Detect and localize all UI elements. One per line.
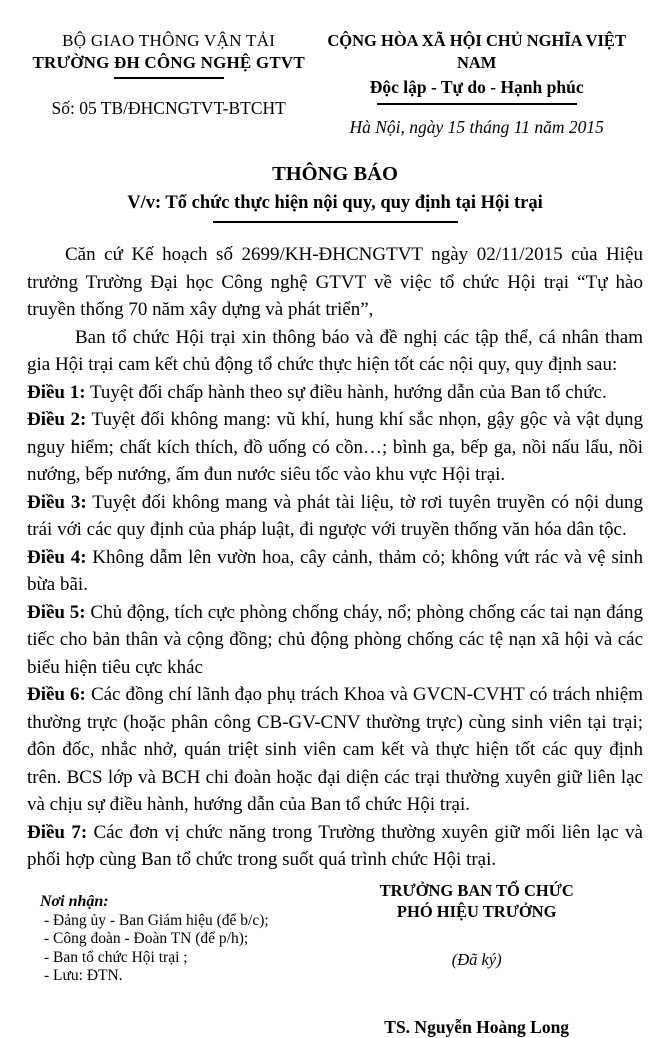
preamble-paragraph-2: Ban tổ chức Hội trại xin thông báo và đề nghị các tập thể, cá nhân tham gia Hội trại cam kết chủ động tổ chức thực hiện tốt các nội quy, quy định sau: [27,326,643,375]
school-name: TRƯỜNG ĐH CÔNG NGHỆ GTVT [32,53,305,72]
national-title: CỘNG HÒA XÃ HỘI CHỦ NGHĨA VIỆT NAM [327,31,626,72]
preamble-paragraph-1: Căn cứ Kế hoạch số 2699/KH-ĐHCNGTVT ngày 02/11/2015 của Hiệu trưởng Trường Đại học Công nghệ GTVT về việc tổ chức Hội trại “Tự hào truyền thống 70 năm xây dựng và phát triển”, [27,244,643,320]
title-underline [213,221,458,223]
recipient-item-1: - Đảng ủy - Ban Giám hiệu (để b/c); [44,911,269,929]
article-4-text: Không dẫm lên vườn hoa, cây cảnh, thảm cỏ; không vứt rác và vệ sinh bừa bãi. [27,546,643,595]
article-7-label: Điều 7: [27,821,88,843]
article-3-label: Điều 3: [27,491,87,513]
document-footer [27,880,643,1038]
document-header [27,30,643,138]
article-7-text: Các đơn vị chức năng trong Trường thường xuyên giữ mối liên lạc và phối hợp cùng Ban tổ chức trong suốt quá trình chức Hội trại. [27,821,643,870]
recipients-block [27,880,310,986]
article-1 [27,379,643,407]
article-4-label: Điều 4: [27,546,87,568]
signer-name: TS. Nguyễn Hoàng Long [384,1016,570,1037]
article-5 [27,599,643,682]
article-6 [27,681,643,819]
title-block [27,162,643,223]
signed-note: (Đã ký) [451,949,502,969]
recipient-item-2: - Công đoàn - Đoàn TN (để p/h); [44,930,249,947]
article-3-text: Tuyệt đối không mang và phát tài liệu, tờ rơi tuyên truyền có nội dung trái với các quy định của pháp luật, đi ngược với truyền thống văn hóa dân tộc. [27,491,644,540]
article-6-text: Các đồng chí lãnh đạo phụ trách Khoa và GVCN-CVHT có trách nhiệm thường trực (hoặc phân công CB-GV-CNV thường trực) cùng sinh viên tại trại; đôn đốc, nhắc nhở, quán triệt sinh viên cam kết và thực hiện tốt các quy định trên. BCS lớp và BCH chi đoàn hoặc đại diện các trại thường xuyên giữ liên lạc và chịu sự điều hành, hướng dẫn của Ban tổ chức Hội trại. [27,684,643,815]
place-date-line: Hà Nội, ngày 15 tháng 11 năm 2015 [349,117,604,137]
ministry-name: BỘ GIAO THÔNG VẬN TẢI [62,31,276,50]
signature-block [310,880,643,1038]
article-1-text: Tuyệt đối chấp hành theo sự điều hành, hướng dẫn của Ban tổ chức. [85,381,607,403]
document-body [27,241,643,874]
signer-role-primary: TRƯỞNG BAN TỔ CHỨC [379,880,574,900]
article-4 [27,544,643,599]
article-3 [27,489,643,544]
article-5-text: Chủ động, tích cực phòng chống cháy, nổ; phòng chống các tai nạn đáng tiếc cho bản thân và cộng đồng; chủ động phòng chống các tệ nạn xã hội và các biểu hiện tiêu cực khác [27,601,643,678]
article-1-label: Điều 1: [27,381,86,403]
article-5-label: Điều 5: [27,601,86,623]
signer-role-secondary: PHÓ HIỆU TRƯỞNG [396,901,557,921]
recipients-heading: Nơi nhận: [40,892,109,910]
recipient-item-4: - Lưu: ĐTN. [44,967,123,984]
document-number: Số: 05 TB/ĐHCNGTVT-BTCHT [51,98,286,118]
national-motto: Độc lập - Tự do - Hạnh phúc [369,77,584,97]
recipient-item-3: - Ban tổ chức Hội trại ; [44,948,188,966]
document-title: THÔNG BÁO [272,163,398,185]
document-subject: V/v: Tổ chức thực hiện nội quy, quy định tại Hội trại [127,193,543,213]
article-7 [27,819,643,874]
national-header-block [310,30,643,138]
motto-underline [377,103,577,105]
article-2-text: Tuyệt đối không mang: vũ khí, hung khí sắc nhọn, gậy gộc và vật dụng nguy hiểm; chất kích thích, đồ uống có cồn…; bình ga, bếp ga, nồi nấu lẩu, nồi nướng, bếp nướng, ấm đun nước siêu tốc vào khu vực Hội trại. [27,409,643,485]
article-2-label: Điều 2: [27,409,87,430]
issuing-agency-block [27,30,310,119]
school-name-underline [114,77,224,79]
article-2 [27,406,643,489]
article-6-label: Điều 6: [27,684,86,705]
